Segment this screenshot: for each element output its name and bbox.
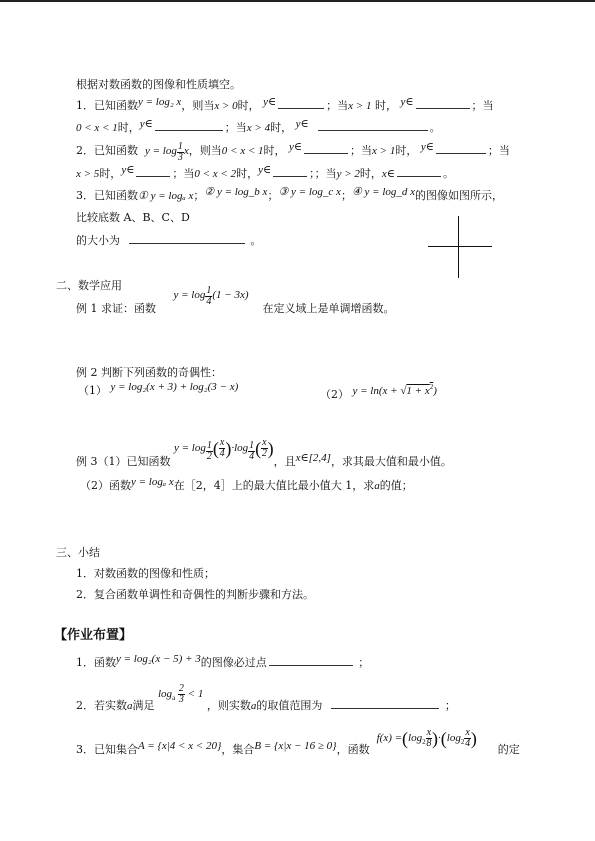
homework-title: 【作业布置】 [54,628,133,643]
q3-blank[interactable] [129,232,245,244]
homework-q1-blank[interactable] [269,654,353,666]
intro-text: 根据对数函数的图像和性质填空。 [76,78,241,91]
coordinate-axes-figure [428,216,492,278]
example-3-function: y = log $\frac{1}{2}$ ( $\frac{x}{4}$ )·log $\frac{1}{4}$ ( $\frac{x}{2}$ ) [174,437,274,463]
q1-line1: 1．已知函数y = log₂ x，则当x > 0时， y∈ ；当x > 1 时， y∈ ；当 [76,96,494,112]
example-3-part-1: 例 3（1）已知函数 y = log $\frac{1}{2}$ ( $\frac{x}{4}$ )·log $\frac{1}{4}$ ( $\frac{x}{2}$ )，且x∈[2,4]，求其最大值和最小值。 [76,437,452,469]
homework-q2-inequality: $\log_a$ $\frac{2}{3}$ < 1 [158,683,204,705]
homework-q3: 3．已知集合A = {x|4 < x < 20}，集合B = {x|x − 16 ≥ 0}，函数 $f(x) =(\log_2$ $\frac{x}{8}$ )$\cdot(\log_2$ $\frac{x}{4}$ ) 的定 [76,727,520,757]
q3-line1: 3．已知函数① y = logₐ x；② y = log_b x；③ y = log_c x；④ y = log_d x的图像如图所示， [76,186,504,202]
summary-point-1: 1．对数函数的图像和性质； [76,567,215,580]
homework-q3-function: $f(x) =(\log_2$ $\frac{x}{8}$ )$\cdot(\log_2$ $\frac{x}{4}$ ) [376,727,477,749]
q2-blank-5[interactable] [397,165,441,177]
q2-line1: 2．已知函数 y = log $\frac{1}{3}$ x，则当0 < x < 1时， y∈ ；当x > 1时， y∈ ；当 [76,141,510,163]
q3-line2: 比较底数 A、B、C、D [76,211,190,224]
q1-blank-4[interactable] [318,119,428,131]
q2-blank-4[interactable] [273,165,307,177]
example-2-part-1: （1） y = log₂(x + 3) + log₂(3 − x) [78,381,239,397]
q2-blank-1[interactable] [304,142,348,154]
q1-blank-3[interactable] [155,119,223,131]
q1-blank-1[interactable] [278,97,324,109]
example-3-part-2: （2）函数y = logₐ x在［2，4］上的最大值比最小值大 1，求a的值； [80,476,413,492]
homework-q1: 1．函数y = log₂(x − 5) + 3的图像必过点 ； [76,653,370,669]
section-3-title: 三、小结 [56,546,100,559]
q3-line3: 的大小为 。 [76,234,262,247]
homework-q2-blank[interactable] [331,697,439,709]
q1-blank-2[interactable] [416,97,470,109]
summary-point-2: 2．复合函数单调性和奇偶性的判断步骤和方法。 [76,588,314,601]
x-axis [428,246,492,247]
example-1: 例 1 求证：函数 y = log $\frac{1}{4}$ (1 − 3x) 在定义域上是单调增函数。 [76,285,395,315]
y-axis [458,216,459,278]
q2-function: y = log $\frac{1}{3}$ x [145,141,189,163]
page-top-rule [0,0,595,2]
q1-line2: 0 < x < 1时，y∈ ；当x > 4时， y∈ 。 [76,118,441,134]
example-1-function: y = log $\frac{1}{4}$ (1 − 3x) [173,285,249,307]
section-2-title: 二、数学应用 [56,279,122,292]
homework-q2: 2．若实数a满足 $\log_a$ $\frac{2}{3}$ < 1 ，则实数a的取值范围为 ； [76,683,456,713]
q2-blank-2[interactable] [436,142,486,154]
q2-blank-3[interactable] [136,165,170,177]
q2-line2: x > 5时，y∈ ；当0 < x < 2时，y∈ ；；当y > 2时，x∈ 。 [76,164,454,180]
example-2: 例 2 判断下列函数的奇偶性： [76,366,222,379]
q1-function: y = log₂ x [138,96,182,108]
example-2-part-2: （2） $y = \ln(x + √1 + x^2)$ [320,383,437,401]
